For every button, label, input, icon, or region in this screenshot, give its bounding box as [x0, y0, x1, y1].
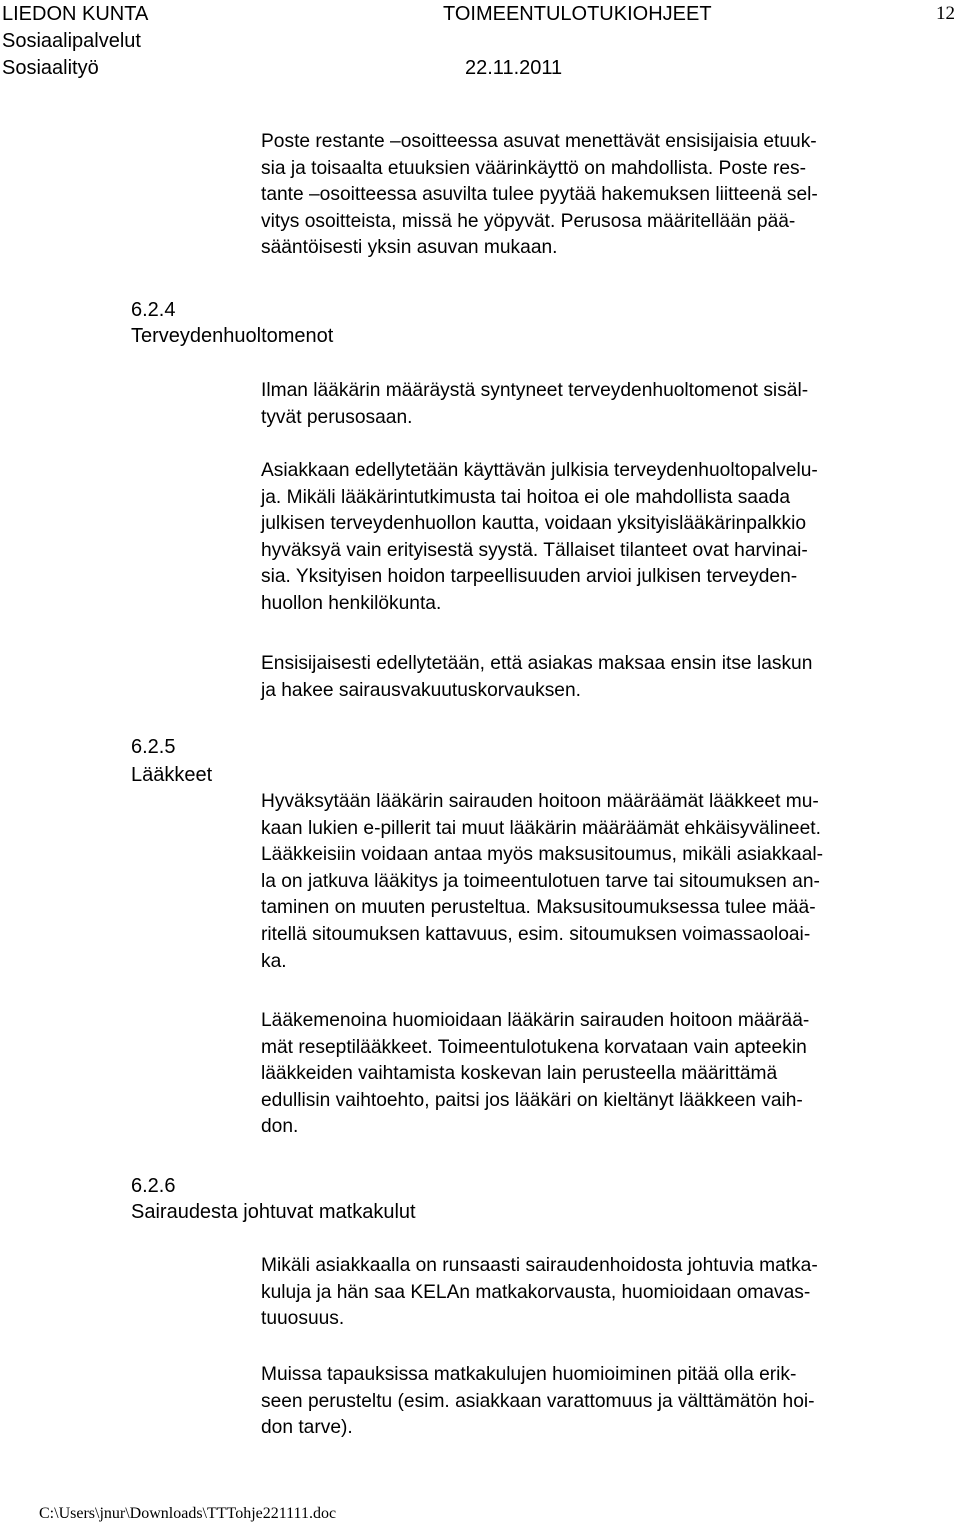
section-number-6-2-4: 6.2.4 — [131, 299, 176, 321]
section-number-6-2-5: 6.2.5 — [131, 736, 176, 758]
page-number: 12 — [936, 3, 955, 24]
intro-paragraph: Poste restante –osoitteessa asuvat menettävät ensisijaisia etuuk- sia ja toisaalta etuuksien väärinkäyttö on mahdollista. Poste res- tante –osoitteessa asuvilta tulee pyytää hakemuksen liitteenä sel- vitys osoitteista, missä he yöpyvät. Perusosa määritellään pää- sääntöisesti yksin asuvan mukaan. — [261, 131, 818, 259]
paragraph: Lääkemenoina huomioidaan lääkärin sairauden hoitoon määrää- mät reseptilääkkeet. Toimeentulotukena korvataan vain apteekin lääkkeiden vaihtamista koskevan lain perusteella määrittämä edullisin vaihtoehto, paitsi jos lääkäri on kieltänyt lääkkeen vaih- don. — [261, 1010, 810, 1138]
document-date: 22.11.2011 — [465, 57, 563, 79]
section-title-matkakulut: Sairaudesta johtuvat matkakulut — [131, 1201, 416, 1223]
footer-file-path: C:\Users\jnur\Downloads\TTTohje221111.doc — [39, 1505, 337, 1522]
org-name: LIEDON KUNTA — [2, 3, 149, 25]
unit: Sosiaalityö — [2, 57, 99, 79]
department: Sosiaalipalvelut — [2, 30, 141, 52]
section-number-6-2-6: 6.2.6 — [131, 1175, 176, 1197]
paragraph: Ensisijaisesti edellytetään, että asiakas maksaa ensin itse laskun ja hakee sairausvakuutuskorvauksen. — [261, 653, 813, 701]
paragraph: Muissa tapauksissa matkakulujen huomioiminen pitää olla erik- seen perusteltu (esim. asiakkaan varattomuus ja välttämätön hoi- don tarve). — [261, 1364, 815, 1439]
paragraph: Hyväksytään lääkärin sairauden hoitoon määräämät lääkkeet mu- kaan lukien e-pillerit tai muut lääkärin määräämät ehkäisyvälineet. Lääkkeisiin voidaan antaa myös maksusitoumus, mikäli asiakkaal- la on jatkuva lääkitys ja toimeentulotuen tarve tai sitoumuksen an- taminen on muuten perusteltua. Maksusitoumuksessa tulee mää- ritellä sitoumuksen kattavuus, esim. sitoumuksen voimassaoloai- ka. — [261, 791, 824, 972]
paragraph: Mikäli asiakkaalla on runsaasti sairaudenhoidosta johtuvia matka- kuluja ja hän saa KELAn matkakorvausta, huomioidaan omavas- tuuosuus. — [261, 1255, 818, 1330]
document-title: TOIMEENTULOTUKIOHJEET — [443, 3, 712, 25]
section-title-laakkeet: Lääkkeet — [131, 764, 213, 786]
paragraph: Asiakkaan edellytetään käyttävän julkisia terveydenhuoltopalvelu- ja. Mikäli lääkärintutkimusta tai hoitoa ei ole mahdollista saada julkisen terveydenhuollon kautta, voidaan yksityislääkärinpalkkio hyväksyä vain erityisestä syystä. Tällaiset tilanteet ovat harvinai- sia. Yksityisen hoidon tarpeellisuuden arvioi julkisen terveyden- huollon henkilökunta. — [261, 460, 818, 614]
section-title-terveydenhuoltomenot: Terveydenhuoltomenot — [131, 325, 334, 347]
paragraph: Ilman lääkärin määräystä syntyneet terveydenhuoltomenot sisäl- tyvät perusosaan. — [261, 380, 809, 428]
